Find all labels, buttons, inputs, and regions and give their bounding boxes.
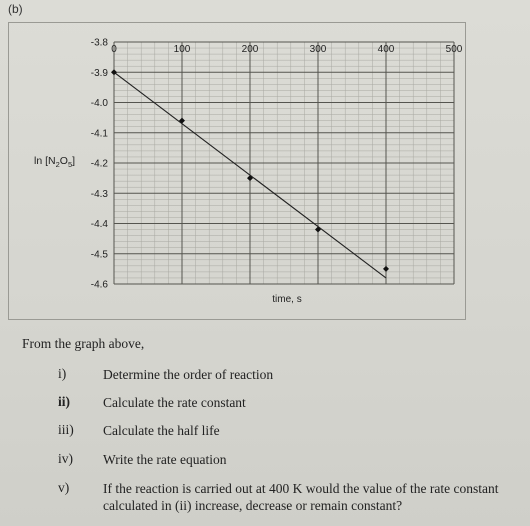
y-axis-label bbox=[34, 155, 75, 169]
part-label: (b) bbox=[8, 2, 23, 16]
data-point bbox=[383, 266, 389, 272]
y-tick-label: -4.3 bbox=[90, 188, 108, 200]
x-tick-label: 500 bbox=[445, 44, 463, 55]
question-text: Write the rate equation bbox=[103, 452, 227, 467]
question-number: iii) bbox=[58, 422, 74, 437]
y-tick-label: -3.9 bbox=[90, 67, 108, 79]
y-axis-label-sub1: 2 bbox=[55, 160, 60, 169]
x-tick-label: 200 bbox=[241, 44, 259, 55]
y-tick-label: -4.1 bbox=[90, 128, 108, 140]
question-text: Calculate the rate constant bbox=[103, 395, 246, 410]
x-tick-labels bbox=[111, 44, 463, 55]
y-tick-label: -3.8 bbox=[90, 37, 108, 49]
x-axis-label: time, s bbox=[272, 294, 302, 305]
question-number: ii) bbox=[58, 394, 70, 409]
y-axis-label-sub2: 5 bbox=[67, 160, 73, 169]
question-text: Determine the order of reaction bbox=[103, 367, 274, 382]
x-tick-label: 100 bbox=[173, 44, 191, 55]
y-tick-label: -4.2 bbox=[90, 158, 108, 170]
y-axis-label-main: ln [N bbox=[34, 155, 56, 167]
question-number: iv) bbox=[58, 451, 73, 466]
question-intro: From the graph above, bbox=[22, 336, 145, 351]
y-tick-label: -4.5 bbox=[90, 249, 108, 261]
x-tick-label: 0 bbox=[111, 44, 117, 55]
x-tick-label: 300 bbox=[309, 44, 327, 55]
y-tick-label: -4.6 bbox=[90, 279, 108, 291]
question-text: If the reaction is carried out at 400 K would the value of the rate constant calculated in (ii) increase, decrease or remain constant? bbox=[103, 481, 499, 513]
x-tick-label: 400 bbox=[377, 44, 395, 55]
question-number: i) bbox=[58, 366, 67, 381]
y-tick-label: -4.4 bbox=[90, 219, 108, 230]
question-text: Calculate the half life bbox=[103, 423, 220, 438]
y-tick-labels bbox=[91, 38, 109, 291]
question-number: v) bbox=[58, 480, 70, 495]
y-tick-label: -4.0 bbox=[90, 98, 108, 109]
y-axis-label-mid: O bbox=[59, 155, 68, 167]
y-axis-label-end: ] bbox=[72, 155, 76, 167]
